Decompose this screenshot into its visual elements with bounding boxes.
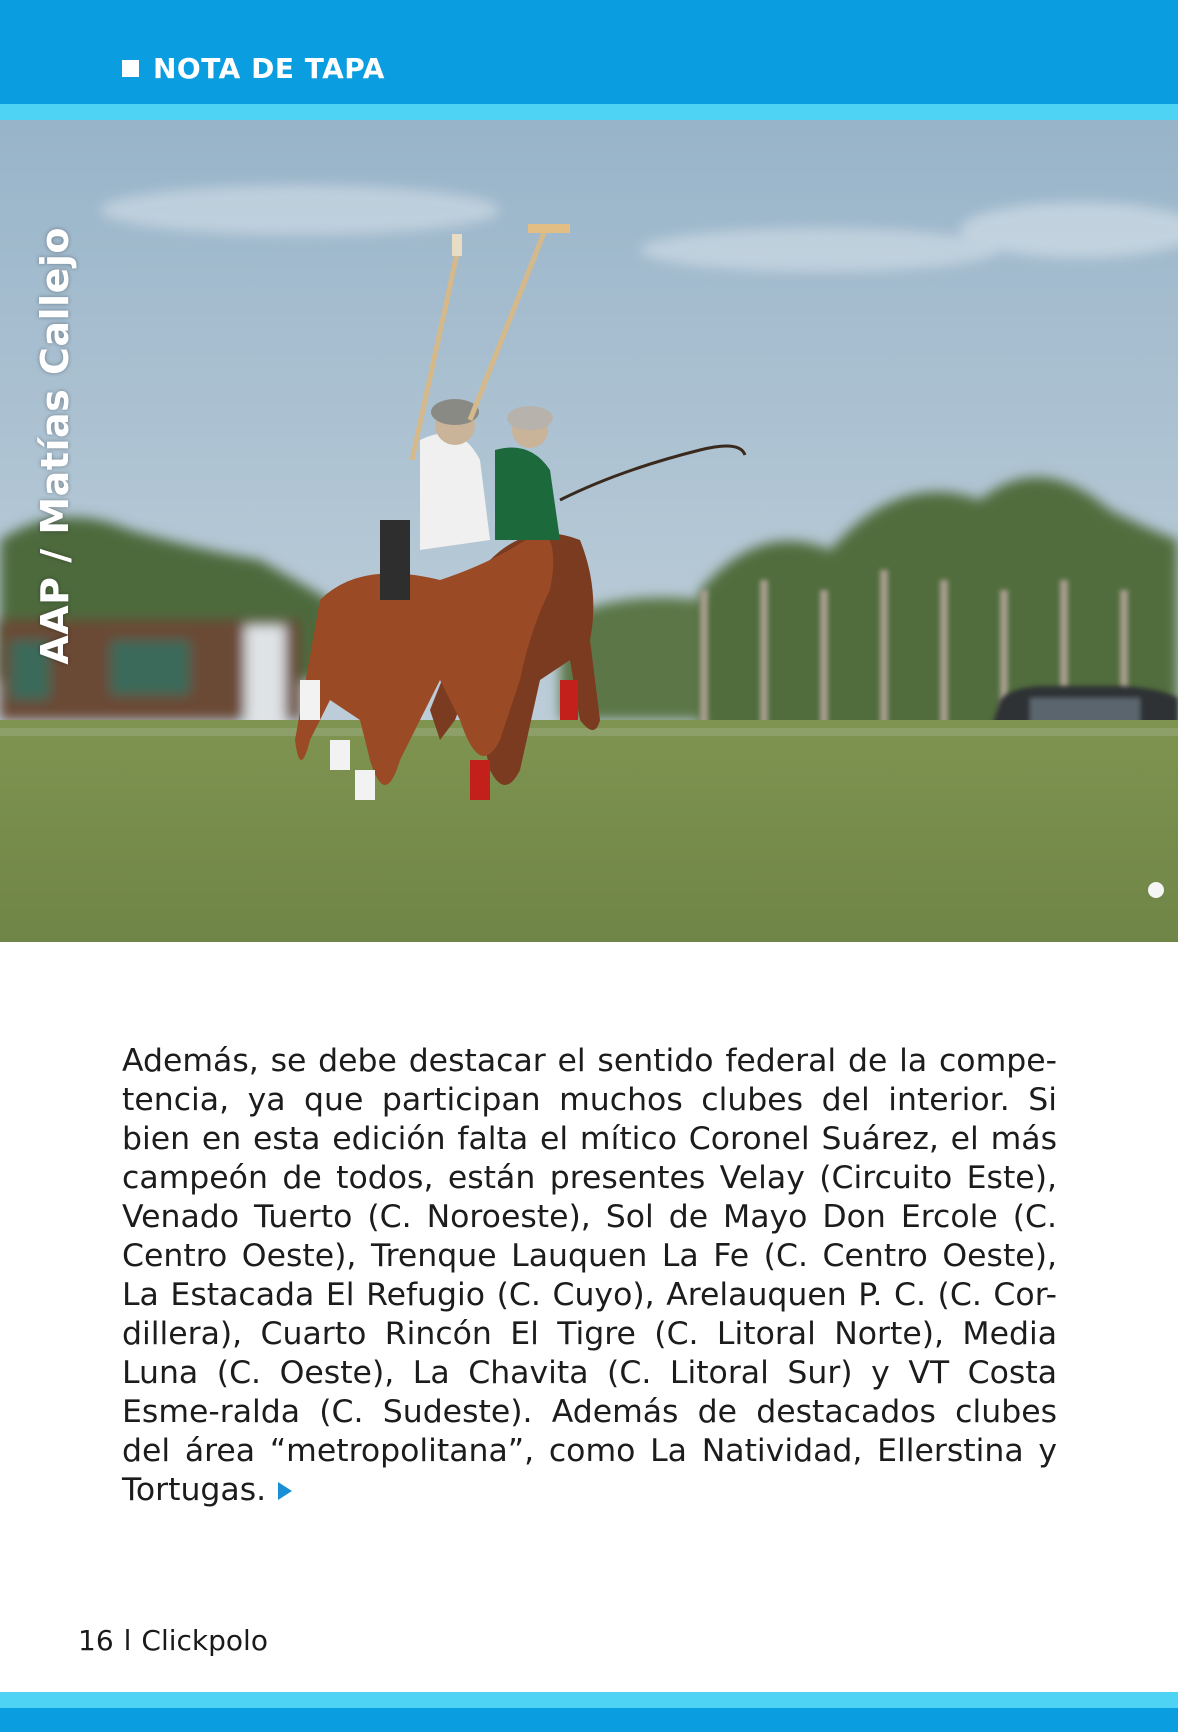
page-footer	[78, 1624, 268, 1657]
footer-separator: l	[123, 1624, 132, 1657]
footer-bar	[0, 1708, 1178, 1732]
header-stripe	[0, 104, 1178, 120]
photo-credit	[32, 227, 78, 675]
footer-stripe	[0, 1692, 1178, 1708]
triangle-right-icon	[278, 1482, 292, 1500]
article-body	[122, 1042, 1057, 1510]
photo-credit-text: AAP / Matías Callejo	[33, 227, 77, 665]
page-number: 16	[78, 1624, 114, 1657]
polo-photo	[0, 120, 1178, 942]
section-label	[122, 48, 385, 88]
publication-name: Clickpolo	[141, 1624, 268, 1657]
section-label-text: NOTA DE TAPA	[153, 51, 385, 85]
square-icon	[122, 60, 139, 77]
article-body-text: Además, se debe destacar el sentido federal de la compe-tencia, ya que participan muchos clubes del interior. Si bien en esta edición falta el mítico Coronel Suárez, el más campeón de todos, están presentes Velay (Circuito Este), Venado Tuerto (C. Noroeste), Sol de Mayo Don Ercole (C. Centro Oeste), Trenque Lauquen La Fe (C. Centro Oeste), La Estacada El Refugio (C. Cuyo), Arelauquen P. C. (C. Cor-dillera), Cuarto Rincón El Tigre (C. Litoral Norte), Media Luna (C. Oeste), La Chavita (C. Litoral Sur) y VT Costa Esme-ralda (C. Sudeste). Además de destacados clubes del área “metropolitana”, como La Natividad, Ellerstina y Tortugas.	[122, 1043, 1057, 1508]
